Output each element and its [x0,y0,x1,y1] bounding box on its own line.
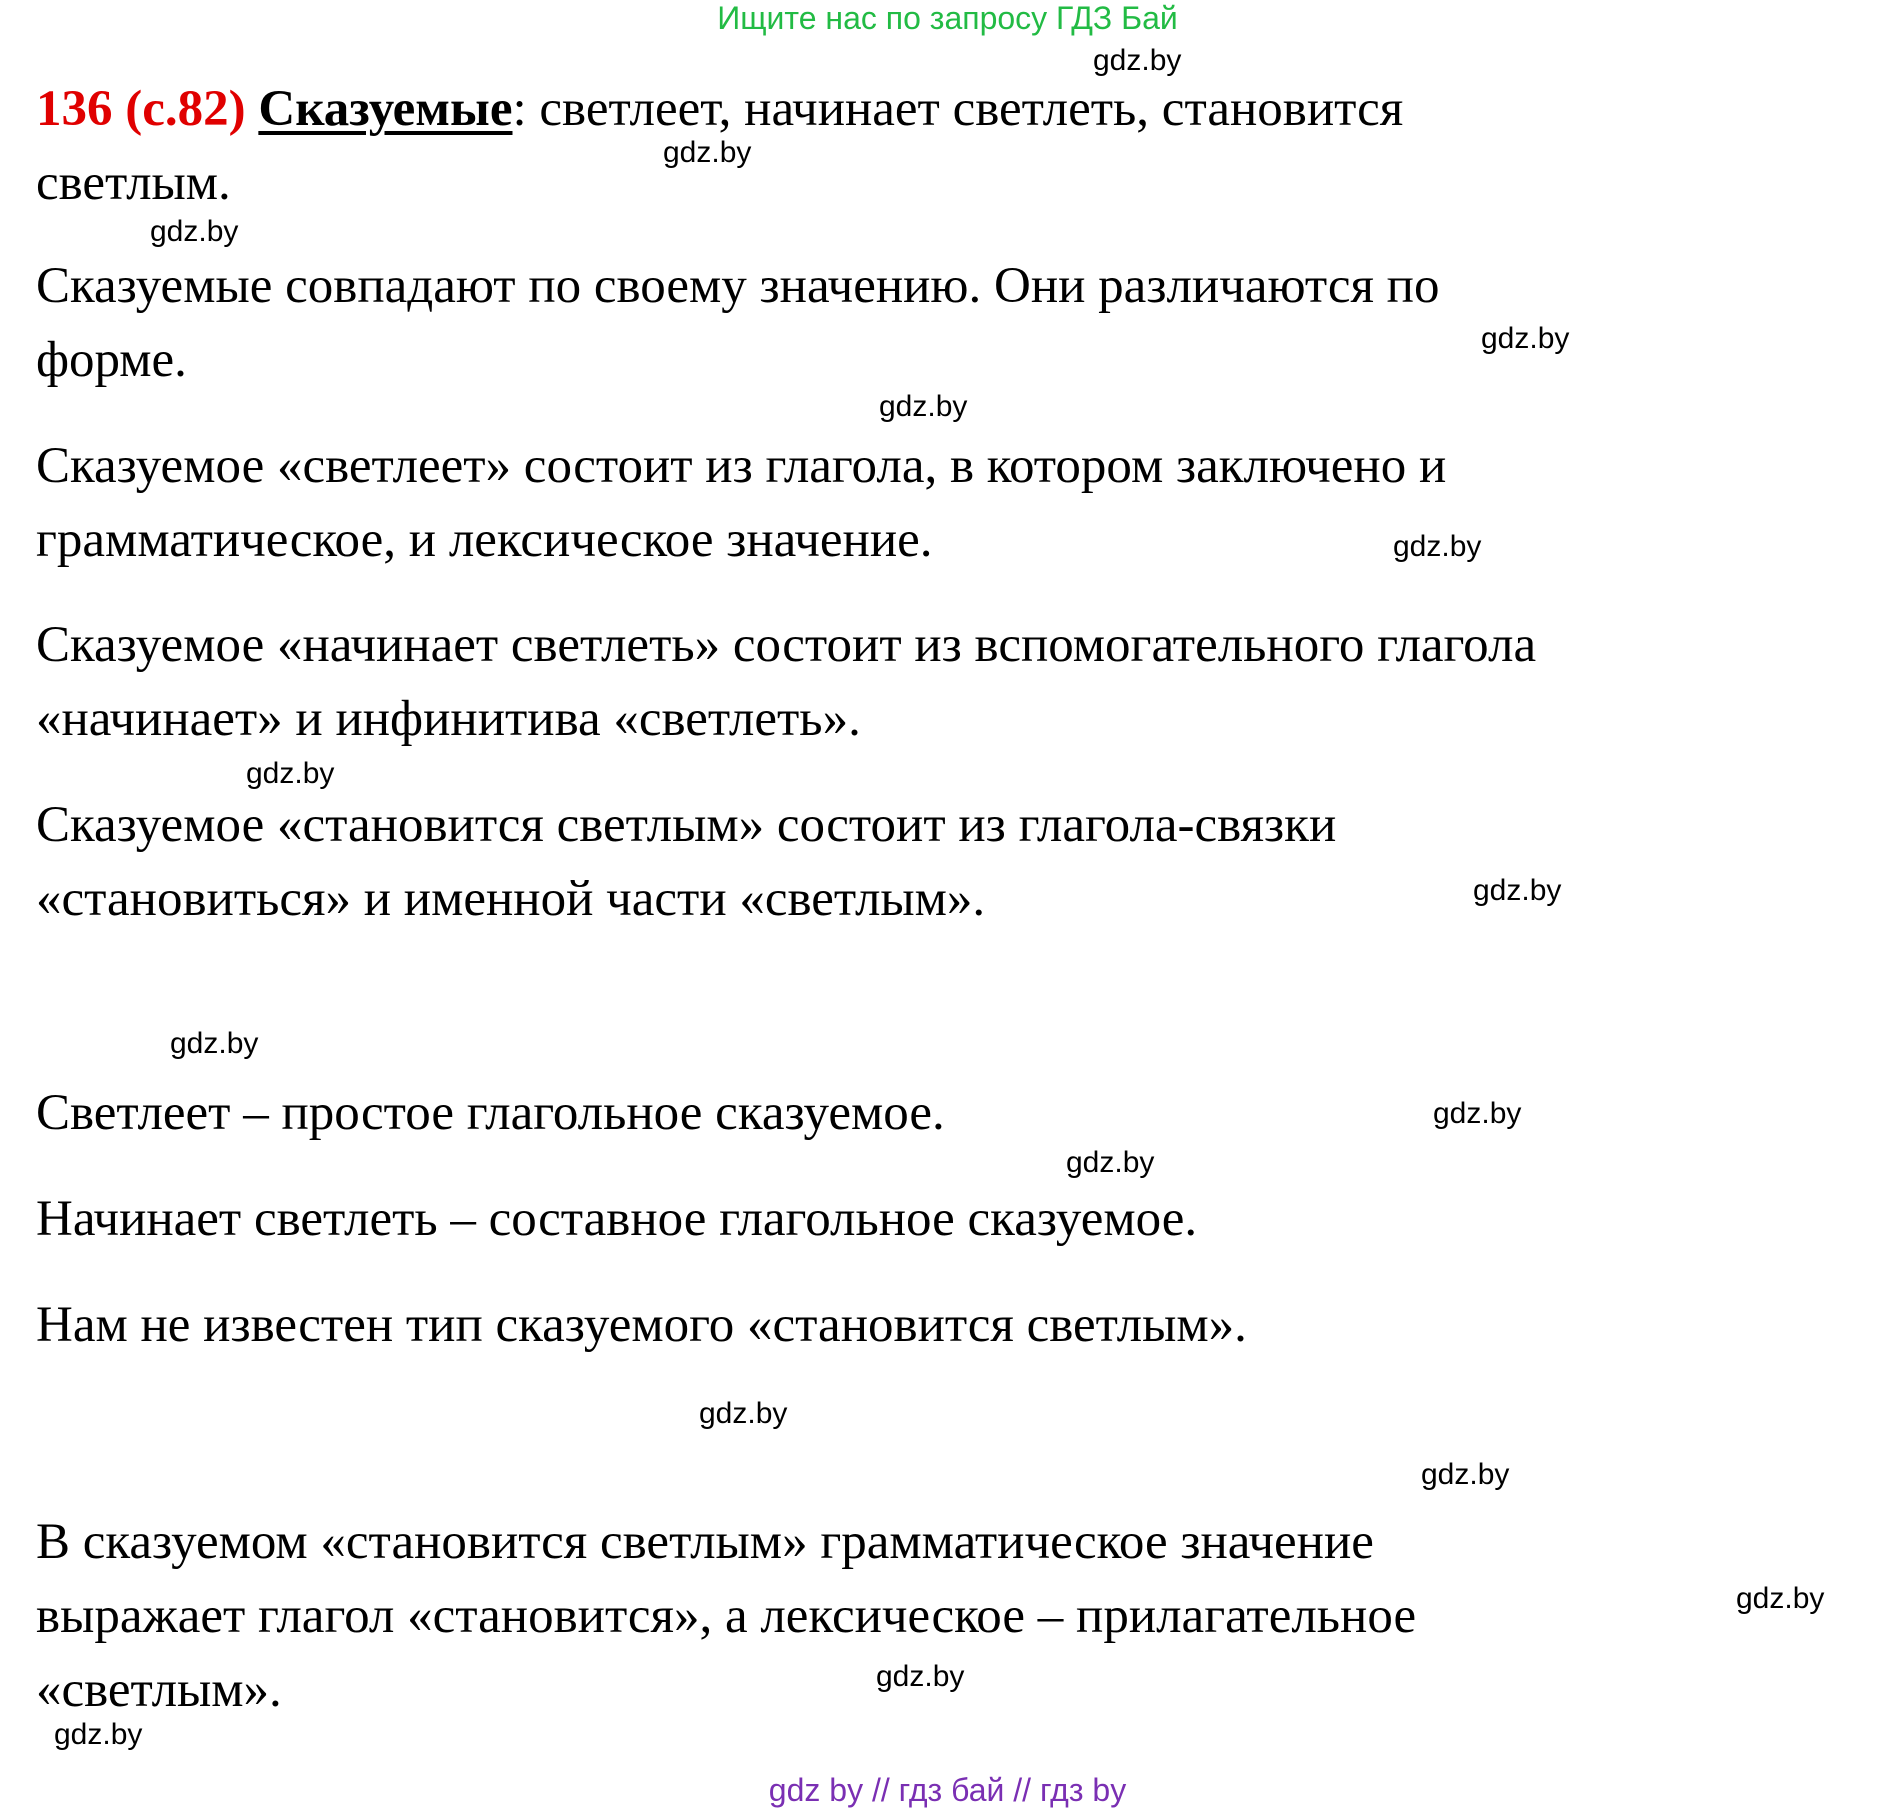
paragraph-3-line-2: «начинает» и инфинитива «светлеть». [36,691,861,747]
paragraph-6: Начинает светлеть – составное глагольное сказуемое. [36,1191,1198,1247]
watermark: gdz.by [1473,874,1562,907]
watermark: gdz.by [1481,322,1570,355]
watermark: gdz.by [170,1027,259,1060]
watermark: gdz.by [246,757,335,790]
watermark: gdz.by [1393,530,1482,563]
task-heading-line [36,79,1403,139]
paragraph-2-line-2: грамматическое, и лексическое значение. [36,512,933,568]
paragraph-2-line-1: Сказуемое «светлеет» состоит из глагола, в котором заключено и [36,438,1447,494]
task-heading-rest: : светлеет, начинает светлеть, становится [512,81,1404,137]
paragraph-1-line-1: Сказуемые совпадают по своему значению. Они различаются по [36,258,1440,314]
watermark: gdz.by [54,1718,143,1751]
paragraph-4-line-1: Сказуемое «становится светлым» состоит из глагола-связки [36,797,1337,853]
footer-links[interactable]: gdz by // гдз бай // гдз by [768,1772,1127,1808]
watermark: gdz.by [1736,1582,1825,1615]
paragraph-4-line-2: «становиться» и именной части «светлым». [36,871,986,927]
paragraph-7: Нам не известен тип сказуемого «становится светлым». [36,1297,1247,1353]
task-heading-line-2: светлым. [36,155,231,211]
task-number: 136 (с.82) [36,81,246,137]
watermark: gdz.by [699,1397,788,1430]
watermark: gdz.by [1421,1458,1510,1491]
watermark: gdz.by [1093,44,1182,77]
task-heading: Сказуемые [258,81,513,137]
watermark: gdz.by [1066,1146,1155,1179]
watermark: gdz.by [150,215,239,248]
paragraph-3-line-1: Сказуемое «начинает светлеть» состоит из вспомогательного глагола [36,617,1537,673]
watermark: gdz.by [1433,1097,1522,1130]
top-banner: Ищите нас по запросу ГДЗ Бай [717,0,1178,36]
paragraph-5: Светлеет – простое глагольное сказуемое. [36,1085,945,1141]
paragraph-8-line-1: В сказуемом «становится светлым» грамматическое значение [36,1514,1374,1570]
watermark: gdz.by [876,1660,965,1693]
paragraph-8-line-2: выражает глагол «становится», а лексическое – прилагательное [36,1588,1417,1644]
watermark: gdz.by [663,136,752,169]
paragraph-8-line-3: «светлым». [36,1662,282,1718]
watermark: gdz.by [879,390,968,423]
paragraph-1-line-2: форме. [36,332,187,388]
